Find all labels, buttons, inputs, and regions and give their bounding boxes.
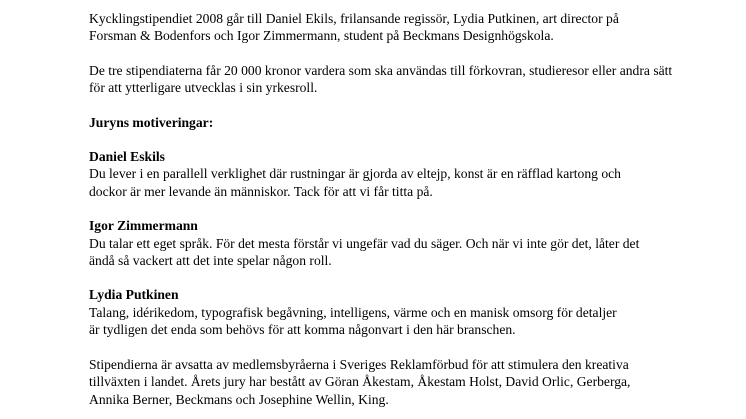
grant-paragraph: De tre stipendiaterna får 20 000 kronor vardera som ska användas till förkovran, studieresor eller andra sätt för att ytterligare utvecklas i sin yrkesroll. (89, 62, 673, 96)
motivation-name: Igor Zimmermann (89, 218, 198, 234)
motivation-igor-zimmermann (89, 217, 709, 269)
intro-paragraph: Kycklingstipendiet 2008 går till Daniel Ekils, frilansande regissör, Lydia Putkinen, art director på Forsman & Bodenfors och Igor Zimmermann, student på Beckmans Designhögskola. (89, 11, 619, 44)
motivation-daniel-eskils (89, 148, 709, 200)
motivation-name: Lydia Putkinen (89, 287, 179, 303)
closing-paragraph: Stipendierna är avsatta av medlemsbyråerna i Sveriges Reklamförbud för att stimulera den kreativa tillväxten i landet. Årets jury har bestått av Göran Åkestam, Åkestam Holst, David Orlic, Gerberga, Annika Berner, Beckmans och Josephine Wellin, King. (89, 356, 631, 407)
jury-heading (89, 114, 709, 131)
motivation-text: Du talar ett eget språk. För det mesta förstår vi ungefär vad du säger. Och när vi inte gör det, låter det ändå så vackert att det inte spelar någon roll. (89, 235, 640, 269)
jury-heading-text: Juryns motiveringar: (89, 114, 214, 130)
document-body (89, 10, 709, 419)
motivation-text: Talang, idérikedom, typografisk begåvning, intelligens, värme och en manisk omsorg för detaljer är tydligen det enda som behövs för att komma någonvart i den här branschen. (89, 304, 617, 338)
motivation-text: Du lever i en parallell verklighet där rustningar är gjorda av eltejp, konst är en räfflad kartong och dockor är mer levande än människor. Tack för att vi får titta på. (89, 166, 621, 199)
motivation-name: Daniel Eskils (89, 149, 165, 165)
motivation-lydia-putkinen (89, 286, 709, 338)
